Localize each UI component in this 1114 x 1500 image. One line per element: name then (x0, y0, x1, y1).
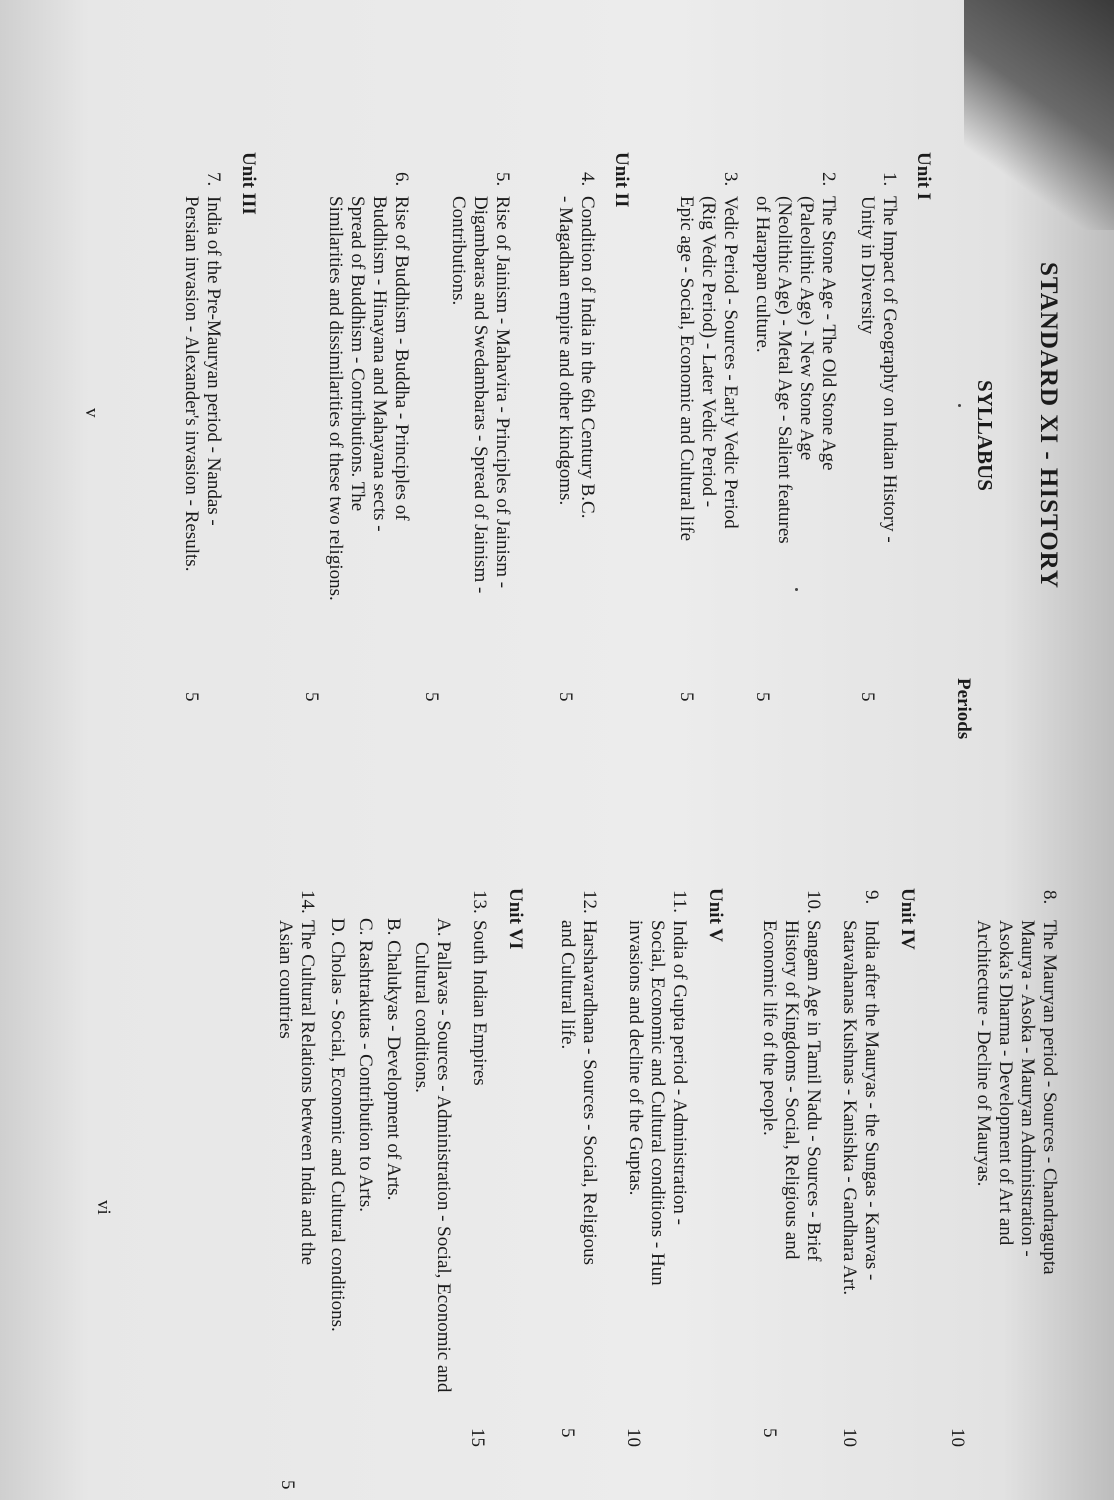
item-line: Architecture - Decline of Mauryas. (973, 920, 994, 1187)
item-periods: 10 (623, 1428, 644, 1447)
sub-item-line: A. Pallavas - Sources - Administration - Social, Economic and (433, 918, 454, 1393)
item-periods: 5 (857, 692, 878, 702)
item-text (856, 196, 900, 543)
item-line: Unity in Diversity (857, 196, 878, 335)
item-line: Condition of India in the 6th Century B.C. (577, 196, 598, 519)
item-line: Asoka's Dharma - Development of Art and (995, 920, 1016, 1246)
item-text (675, 196, 741, 541)
item-line: Asian countries (275, 920, 296, 1039)
item-line: Buddhism - Hinayana and Mahayana sects - (369, 196, 390, 532)
sub-item-line: Cultural conditions. (411, 942, 432, 1093)
unit-heading: Unit V (705, 888, 726, 943)
item-line: (Neolithic Age) - Metal Age - Salient features (774, 196, 795, 544)
periods-column-heading: Periods (953, 678, 974, 740)
item-line: invasions and decline of the Guptas. (625, 920, 646, 1196)
item-text (554, 196, 598, 518)
item-text (180, 196, 224, 571)
item-line: Digambaras and Swedambaras - Spread of Jainism - (470, 196, 491, 594)
item-line: (Rig Vedic Period) - Later Vedic Period - (698, 196, 719, 508)
item-periods: 5 (301, 692, 322, 702)
item-line: and Cultural life. (557, 920, 578, 1050)
item-periods: 15 (467, 1428, 488, 1447)
unit-heading: Unit III (238, 152, 259, 215)
item-number: 13. (469, 890, 490, 914)
item-periods: 10 (839, 1428, 860, 1447)
item-text (468, 920, 490, 1086)
item-number: 4. (577, 172, 598, 187)
item-line: Rise of Buddhism - Buddha - Principles of (391, 196, 412, 521)
item-line: Satavahanas Kushnas - Kanishka - Gandhara Art. (839, 920, 860, 1296)
item-line: India of the Pre-Mauryan period - Nandas - (203, 196, 224, 526)
item-text (751, 196, 839, 544)
item-number: 1. (879, 172, 900, 187)
item-periods: 5 (555, 692, 576, 702)
item-number: 5. (492, 172, 513, 187)
item-periods: 10 (947, 1428, 968, 1447)
item-text (838, 920, 882, 1295)
item-periods: 5 (181, 692, 202, 702)
item-text (624, 920, 690, 1286)
item-line: Epic age - Social, Economic and Cultural life (676, 196, 697, 542)
item-line: Harshavardhana - Sources - Social, Religious (579, 920, 600, 1266)
item-number: 12. (579, 890, 600, 914)
item-periods: 5 (759, 1428, 780, 1438)
unit-heading: Unit VI (505, 888, 526, 950)
item-line: - Magadhan empire and other kindgoms. (555, 196, 576, 506)
item-number: 7. (203, 172, 224, 187)
item-line: Sangam Age in Tamil Nadu - Sources - Brief (803, 920, 824, 1262)
sub-item-line: B. Chalukyas - Development of Arts. (383, 918, 404, 1201)
item-line: The Cultural Relations between India and the (297, 920, 318, 1266)
item-periods: 5 (557, 1428, 578, 1438)
item-line: of Harappan culture. (752, 196, 773, 353)
sub-item-line: C. Rashtrakutas - Contribution to Arts. (355, 918, 376, 1212)
item-line: Maurya - Asoka - Mauryan Administration - (1017, 920, 1038, 1257)
item-line: The Stone Age - The Old Stone Age (818, 196, 839, 471)
item-text (556, 920, 600, 1265)
unit-heading: Unit II (611, 152, 632, 208)
item-text (324, 196, 412, 601)
item-line: India of Gupta period - Administration - (669, 920, 690, 1225)
unit-heading: Unit I (913, 152, 934, 201)
sub-item (382, 918, 404, 1200)
item-line: Spread of Buddhism - Contributions. The (347, 196, 368, 512)
page-title: STANDARD XI - HISTORY (1035, 262, 1062, 589)
page-number: vi (93, 1200, 114, 1215)
syllabus-heading: SYLLABUS (973, 380, 997, 491)
item-line: Vedic Period - Sources - Early Vedic Period (720, 196, 741, 529)
item-number: 2. (818, 172, 839, 187)
page-number: v (81, 408, 102, 418)
item-number: 3. (720, 172, 741, 187)
item-number: 9. (861, 890, 882, 905)
item-number: 11. (669, 890, 690, 914)
item-periods: 5 (676, 692, 697, 702)
item-number: 10. (803, 890, 824, 914)
item-text (758, 920, 824, 1261)
item-line: South Indian Empires (469, 920, 490, 1086)
item-number: 6. (391, 172, 412, 187)
right-page (0, 750, 1114, 1500)
item-text (274, 920, 318, 1265)
item-periods: 5 (752, 692, 773, 702)
item-number: 14. (297, 890, 318, 914)
item-line: The Impact of Geography on Indian History - (879, 196, 900, 543)
item-line: (Paleolithic Age) - New Stone Age (796, 196, 817, 461)
sub-item (410, 918, 454, 1392)
item-line: Economic life of the people. (759, 920, 780, 1136)
item-line: India after the Mauryas - the Sungas - Kanvas - (861, 920, 882, 1281)
sub-item (354, 918, 376, 1212)
item-line: Similarities and dissimilarities of these two religions. (325, 196, 346, 601)
sub-item-line: D. Cholas - Social, Economic and Cultural conditions. (327, 918, 348, 1332)
sub-item (326, 918, 348, 1332)
unit-heading: Unit IV (897, 888, 918, 950)
item-line: The Mauryan period - Sources - Chandragupta (1039, 920, 1060, 1275)
item-line: Contributions. (448, 196, 469, 306)
item-line: Persian invasion - Alexander's invasion - Results. (181, 196, 202, 572)
item-line: History of Kingdoms - Social, Religious and (781, 920, 802, 1260)
item-text (972, 920, 1060, 1275)
item-line: Social, Economic and Cultural conditions - Hun (647, 920, 668, 1286)
item-periods: 5 (277, 1480, 298, 1490)
item-number: 8. (1039, 890, 1060, 905)
item-periods: 5 (421, 692, 442, 702)
item-line: Rise of Jainism - Mahavira - Principles of Jainism - (492, 196, 513, 589)
item-text (447, 196, 513, 593)
